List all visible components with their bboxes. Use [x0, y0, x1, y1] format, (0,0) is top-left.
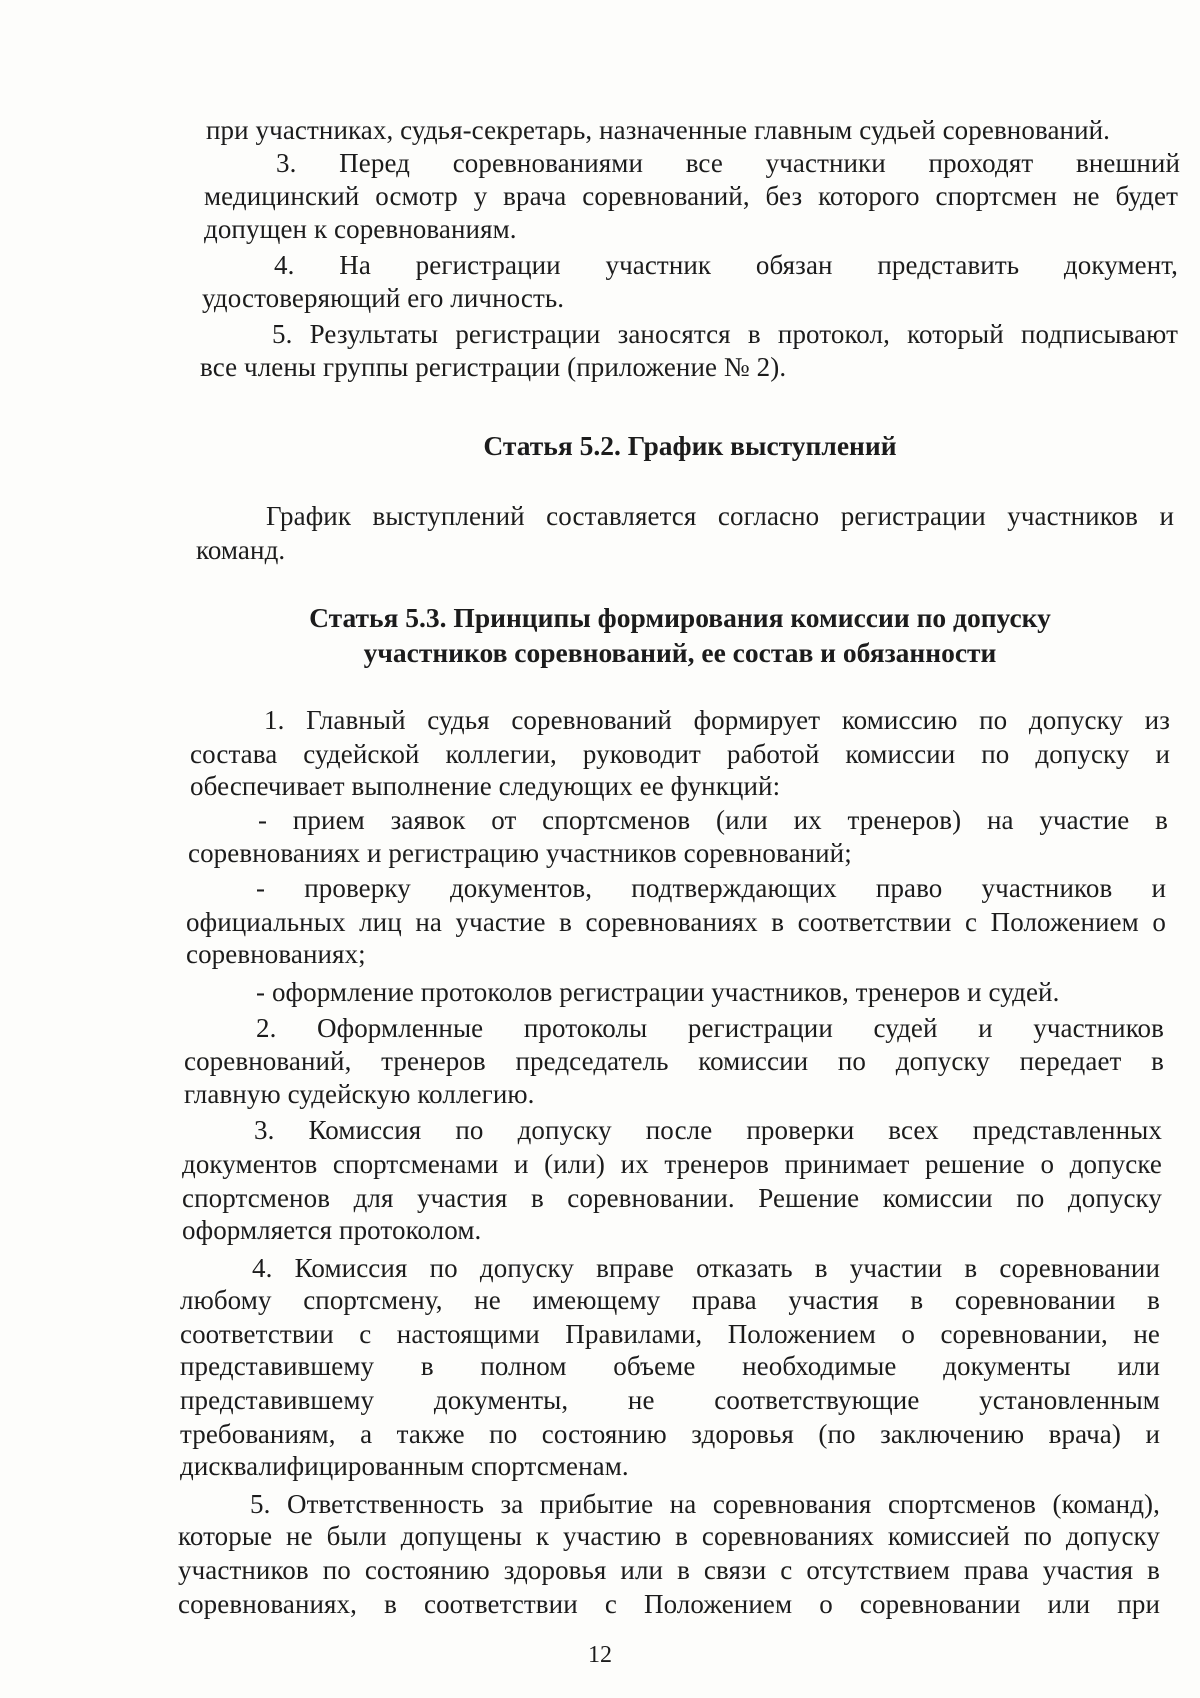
text-line: соревнованиях, в соответствии с Положением о соревновании или при — [178, 1589, 1160, 1619]
text-line: официальных лиц на участие в соревнованиях в соответствии с Положением о — [186, 907, 1166, 937]
text-line: соревнований, тренеров председатель комиссии по допуску передает в — [184, 1046, 1164, 1076]
text-line: 5. Ответственность за прибытие на соревнования спортсменов (команд), — [250, 1489, 1160, 1519]
article-heading: участников соревнований, ее состав и обязанности — [363, 637, 997, 668]
text-line: требованиям, а также по состоянию здоровья (по заключению врача) и — [180, 1419, 1160, 1449]
text-line: при участниках, судья-секретарь, назначенные главным судьей соревнований. — [206, 115, 1111, 145]
text-line: соответствии с настоящими Правилами, Положением о соревновании, не — [180, 1319, 1160, 1349]
text-line: обеспечивает выполнение следующих ее функций: — [190, 771, 781, 801]
text-line: соревнованиях; — [186, 939, 366, 969]
text-line: главную судейскую коллегию. — [184, 1079, 535, 1109]
text-line: соревнованиях и регистрацию участников соревнований; — [188, 838, 852, 868]
text-line: График выступлений составляется согласно регистрации участников и — [266, 501, 1174, 531]
text-line: представившему документы, не соответствующие установленным — [180, 1385, 1160, 1415]
text-line: состава судейской коллегии, руководит работой комиссии по допуску и — [190, 739, 1170, 769]
text-line: 5. Результаты регистрации заносятся в протокол, который подписывают — [272, 319, 1178, 349]
text-line: участников по состоянию здоровья или в связи с отсутствием права участия в — [178, 1555, 1160, 1585]
article-heading: Статья 5.3. Принципы формирования комиссии по допуску — [309, 602, 1051, 633]
text-line: документов спортсменами и (или) их тренеров принимает решение о допуске — [182, 1149, 1162, 1179]
text-line: любому спортсмену, не имеющему права участия в соревновании в — [180, 1285, 1160, 1315]
text-line: представившему в полном объеме необходимые документы или — [180, 1351, 1160, 1381]
text-line: допущен к соревнованиям. — [204, 214, 517, 244]
text-line: медицинский осмотр у врача соревнований, без которого спортсмен не будет — [204, 181, 1178, 211]
text-line: которые не были допущены к участию в соревнованиях комиссией по допуску — [178, 1521, 1160, 1551]
text-line: команд. — [196, 535, 286, 565]
text-line: 1. Главный судья соревнований формирует комиссию по допуску из — [264, 705, 1170, 735]
text-line: 3. Перед соревнованиями все участники проходят внешний — [276, 148, 1180, 178]
text-line: 4. Комиссия по допуску вправе отказать в участии в соревновании — [252, 1253, 1160, 1283]
text-line: 2. Оформленные протоколы регистрации судей и участников — [256, 1013, 1164, 1043]
text-line: - оформление протоколов регистрации участников, тренеров и судей. — [256, 977, 1060, 1007]
text-line: 4. На регистрации участник обязан представить документ, — [274, 250, 1178, 280]
text-line: 3. Комиссия по допуску после проверки всех представленных — [254, 1115, 1162, 1145]
article-heading: Статья 5.2. График выступлений — [483, 430, 897, 461]
text-line: удостоверяющий его личность. — [202, 283, 565, 313]
page-number: 12 — [588, 1642, 612, 1668]
text-line: - прием заявок от спортсменов (или их тренеров) на участие в — [258, 805, 1168, 835]
text-line: дисквалифицированным спортсменам. — [180, 1451, 629, 1481]
text-line: - проверку документов, подтверждающих право участников и — [256, 873, 1166, 903]
text-line: все члены группы регистрации (приложение № 2). — [200, 352, 787, 382]
text-line: оформляется протоколом. — [182, 1215, 482, 1245]
text-line: спортсменов для участия в соревновании. Решение комиссии по допуску — [182, 1183, 1162, 1213]
